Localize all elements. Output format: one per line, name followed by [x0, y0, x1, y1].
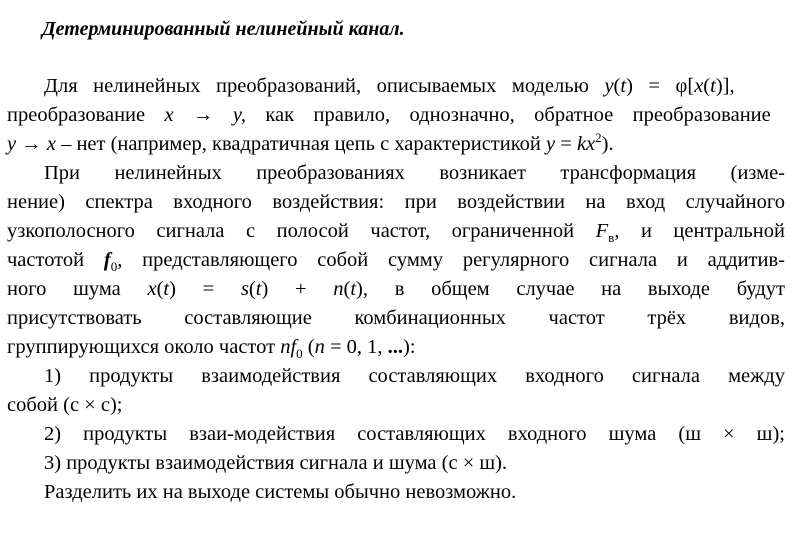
- text-run: y → x: [7, 133, 56, 155]
- text-line: [0, 333, 794, 361]
- line-text: [7, 217, 785, 245]
- text-run: узкополосного сигнала с полосой частот, ограниченной: [7, 220, 596, 242]
- text-line: [0, 217, 794, 245]
- text-run: =: [555, 133, 577, 155]
- text-run: 3) продукты взаимодействия сигнала и шума (с × ш).: [44, 452, 508, 474]
- text-run: t: [163, 278, 170, 300]
- text-run: x: [694, 75, 704, 97]
- text-run: (: [703, 75, 711, 97]
- text-run: 2) продукты взаи-модействия составляющих входного шума (ш × ш);: [44, 423, 785, 445]
- text-run: Разделить их на выходе системы обычно невозможно.: [44, 481, 517, 503]
- text-line: [0, 478, 794, 506]
- text-run: – нет (например, квадратичная цепь с характеристикой: [55, 133, 547, 155]
- text-run: ) =: [169, 278, 241, 300]
- line-text: [44, 362, 785, 390]
- text-run: F: [595, 220, 609, 242]
- text-run: , представляющего собой сумму регулярного сигнала и аддитив-: [117, 249, 785, 271]
- line-text: [7, 304, 785, 332]
- text-line: [0, 101, 794, 129]
- text-run: s: [240, 278, 249, 300]
- text-run: nf: [280, 336, 297, 358]
- text-run: ного шума: [7, 278, 148, 300]
- text-run: y: [546, 133, 556, 155]
- text-line: [0, 275, 794, 303]
- text-run: (: [248, 278, 256, 300]
- text-run: ...: [387, 336, 404, 358]
- text-line: [0, 391, 794, 419]
- text-run: )],: [715, 75, 735, 97]
- line-text: [7, 101, 771, 129]
- text-run: = 0, 1,: [324, 336, 388, 358]
- text-run: 2: [595, 130, 602, 146]
- text-run: kx: [576, 133, 596, 155]
- text-run: ):: [403, 336, 416, 358]
- text-run: t: [710, 75, 716, 97]
- line-text: [7, 275, 785, 303]
- line-text: [7, 333, 416, 361]
- text-run: (: [343, 278, 351, 300]
- text-run: ).: [601, 133, 614, 155]
- text-run: в: [608, 230, 615, 246]
- text-run: n: [333, 278, 344, 300]
- text-run: как правило, однозначно, обратное преобразование: [246, 104, 771, 126]
- text-run: Для нелинейных преобразований, описываемых моделью: [44, 75, 605, 97]
- text-run: нение) спектра входного воздействия: при воздействии на вход случайного: [7, 191, 785, 213]
- line-text: [44, 159, 785, 187]
- text-run: 1) продукты взаимодействия составляющих входного сигнала между: [44, 365, 785, 387]
- text-run: n: [314, 336, 325, 358]
- text-run: x → y,: [164, 104, 247, 126]
- line-text: [44, 478, 516, 506]
- text-run: t: [620, 75, 627, 97]
- text-run: собой (с × с);: [7, 394, 123, 416]
- text-run: t: [255, 278, 262, 300]
- line-text: [7, 391, 122, 419]
- text-run: t: [350, 278, 357, 300]
- text-run: x: [147, 278, 157, 300]
- text-run: , и центральной: [614, 220, 785, 242]
- document-title: Детерминированный нелинейный канал.: [42, 18, 405, 40]
- line-text: [7, 246, 785, 274]
- line-text: [44, 72, 735, 100]
- text-line: [0, 72, 794, 100]
- line-text: [44, 449, 507, 477]
- text-line: [0, 420, 794, 448]
- text-run: (: [156, 278, 164, 300]
- text-line: [0, 362, 794, 390]
- line-text: [44, 420, 785, 448]
- text-run: преобразование: [7, 104, 165, 126]
- text-line: [0, 449, 794, 477]
- text-run: присутствовать составляющие комбинационных частот трёх видов,: [7, 307, 785, 329]
- text-line: [0, 188, 794, 216]
- text-run: ), в общем случае на выходе будут: [356, 278, 785, 300]
- line-text: [7, 130, 614, 158]
- text-line: [0, 159, 794, 187]
- text-line: [0, 130, 794, 158]
- text-run: ) = φ[: [626, 75, 695, 97]
- text-run: (: [613, 75, 621, 97]
- text-run: ) +: [261, 278, 334, 300]
- text-run: f: [103, 249, 111, 271]
- text-line: [0, 304, 794, 332]
- text-line: [0, 246, 794, 274]
- text-run: y: [604, 75, 614, 97]
- text-run: группирующихся около частот: [7, 336, 281, 358]
- text-run: (: [302, 336, 315, 358]
- text-run: При нелинейных преобразованиях возникает трансформация (изме-: [44, 162, 785, 184]
- text-run: 0: [110, 259, 118, 275]
- text-run: частотой: [7, 249, 104, 271]
- text-run: 0: [296, 346, 303, 362]
- line-text: [7, 188, 785, 216]
